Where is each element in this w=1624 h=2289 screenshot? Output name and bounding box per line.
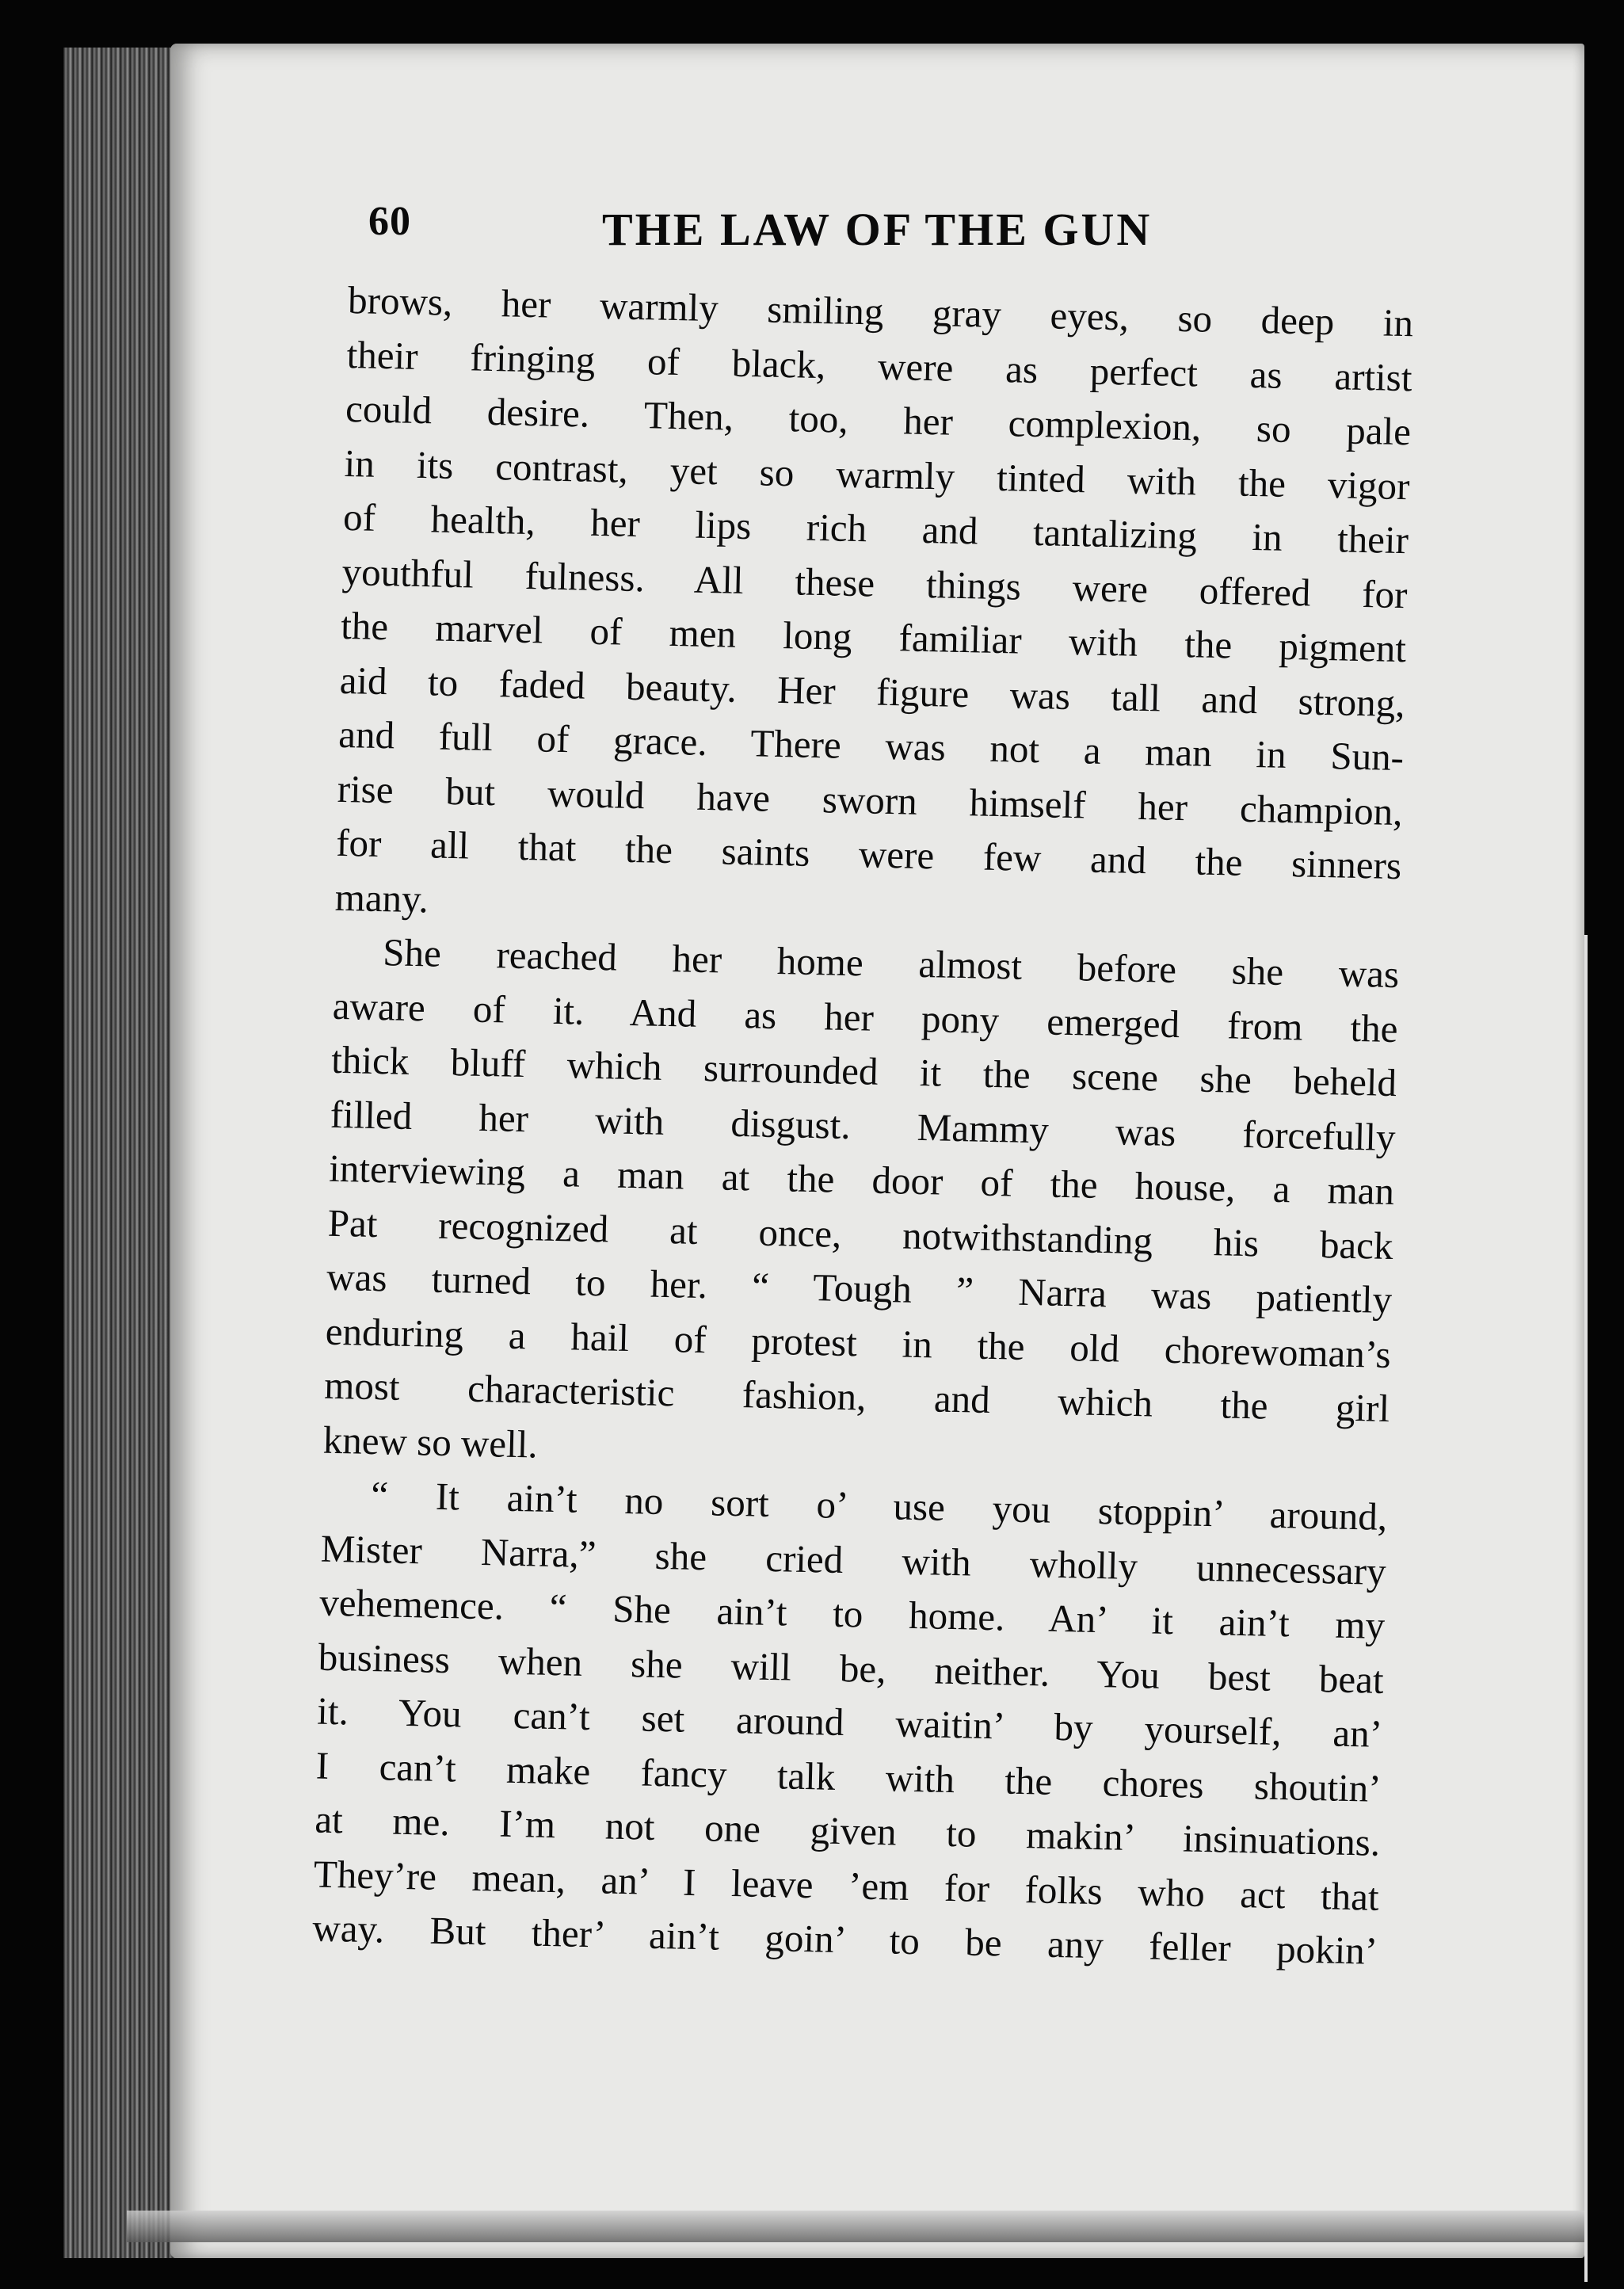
paragraph-1 [334,273,1414,948]
body-text [312,273,1414,1978]
text-line: vehemence. “ She ain’t to home. An’ it ain’t my [318,1580,1386,1647]
book-page-edges [63,48,182,2258]
text-line: was turned to her. “ Tough ” Narra was patiently [326,1254,1393,1322]
text-line: Pat recognized at once, notwithstanding his back [327,1200,1394,1268]
text-line: most characteristic fashion, and which the girl [323,1363,1390,1431]
text-line: rise but would have sworn himself her champion, [337,766,1404,834]
text-line: in its contrast, yet so warmly tinted with the vigor [344,441,1411,508]
text-line: filled her with disgust. Mammy was forcefully [330,1092,1397,1159]
text-line: I can’t make fancy talk with the chores shoutin’ [315,1743,1382,1810]
text-line: the marvel of men long familiar with the pigment [340,603,1407,671]
text-line: it. You can’t set around waitin’ by yourself, an’ [316,1688,1383,1756]
text-line: aid to faded beauty. Her figure was tall and strong, [339,658,1406,725]
text-line: for all that the saints were few and the sinners [335,820,1402,888]
text-line: knew so well. [322,1417,539,1467]
text-line: They’re mean, an’ I leave ’em for folks who act that [313,1852,1380,1919]
text-line: at me. I’m not one given to makin’ insinuations. [314,1797,1381,1864]
text-line: could desire. Then, too, her complexion, so pale [345,386,1412,454]
text-line: business when she will be, neither. You best beat [318,1635,1385,1702]
text-line: enduring a hail of protest in the old chorewoman’s [325,1309,1392,1376]
page-right-edge [1584,935,1588,2282]
running-head: THE LAW OF THE GUN [602,204,1153,255]
paragraph-2 [322,925,1400,1490]
text-line: Mister Narra,” she cried with wholly unnecessary [320,1526,1387,1593]
page-bottom-edge [127,2211,1584,2242]
text-line: interviewing a man at the door of the house, a man [328,1146,1395,1214]
text-line: She reached her home almost before she was [382,930,1400,997]
text-line: and full of grace. There was not a man in Sun- [337,711,1405,780]
text-line: thick bluff which surrounded it the scene she beheld [330,1037,1397,1105]
text-line: brows, her warmly smiling gray eyes, so deep in [347,277,1414,345]
text-line: youthful fulness. All these things were offered for [341,549,1409,616]
page-number: 60 [368,199,411,244]
text-line: of health, her lips rich and tantalizing in their [342,494,1409,563]
text-line: their fringing of black, were as perfect as artist [346,332,1413,399]
paragraph-3 [312,1467,1388,1979]
text-line: “ It ain’t no sort o’ use you stoppin’ around, [370,1472,1388,1539]
text-line: way. But ther’ ain’t goin’ to be any feller pokin’ [311,1906,1378,1973]
text-line: many. [334,875,429,921]
text-line: aware of it. And as her pony emerged from the [332,983,1399,1051]
